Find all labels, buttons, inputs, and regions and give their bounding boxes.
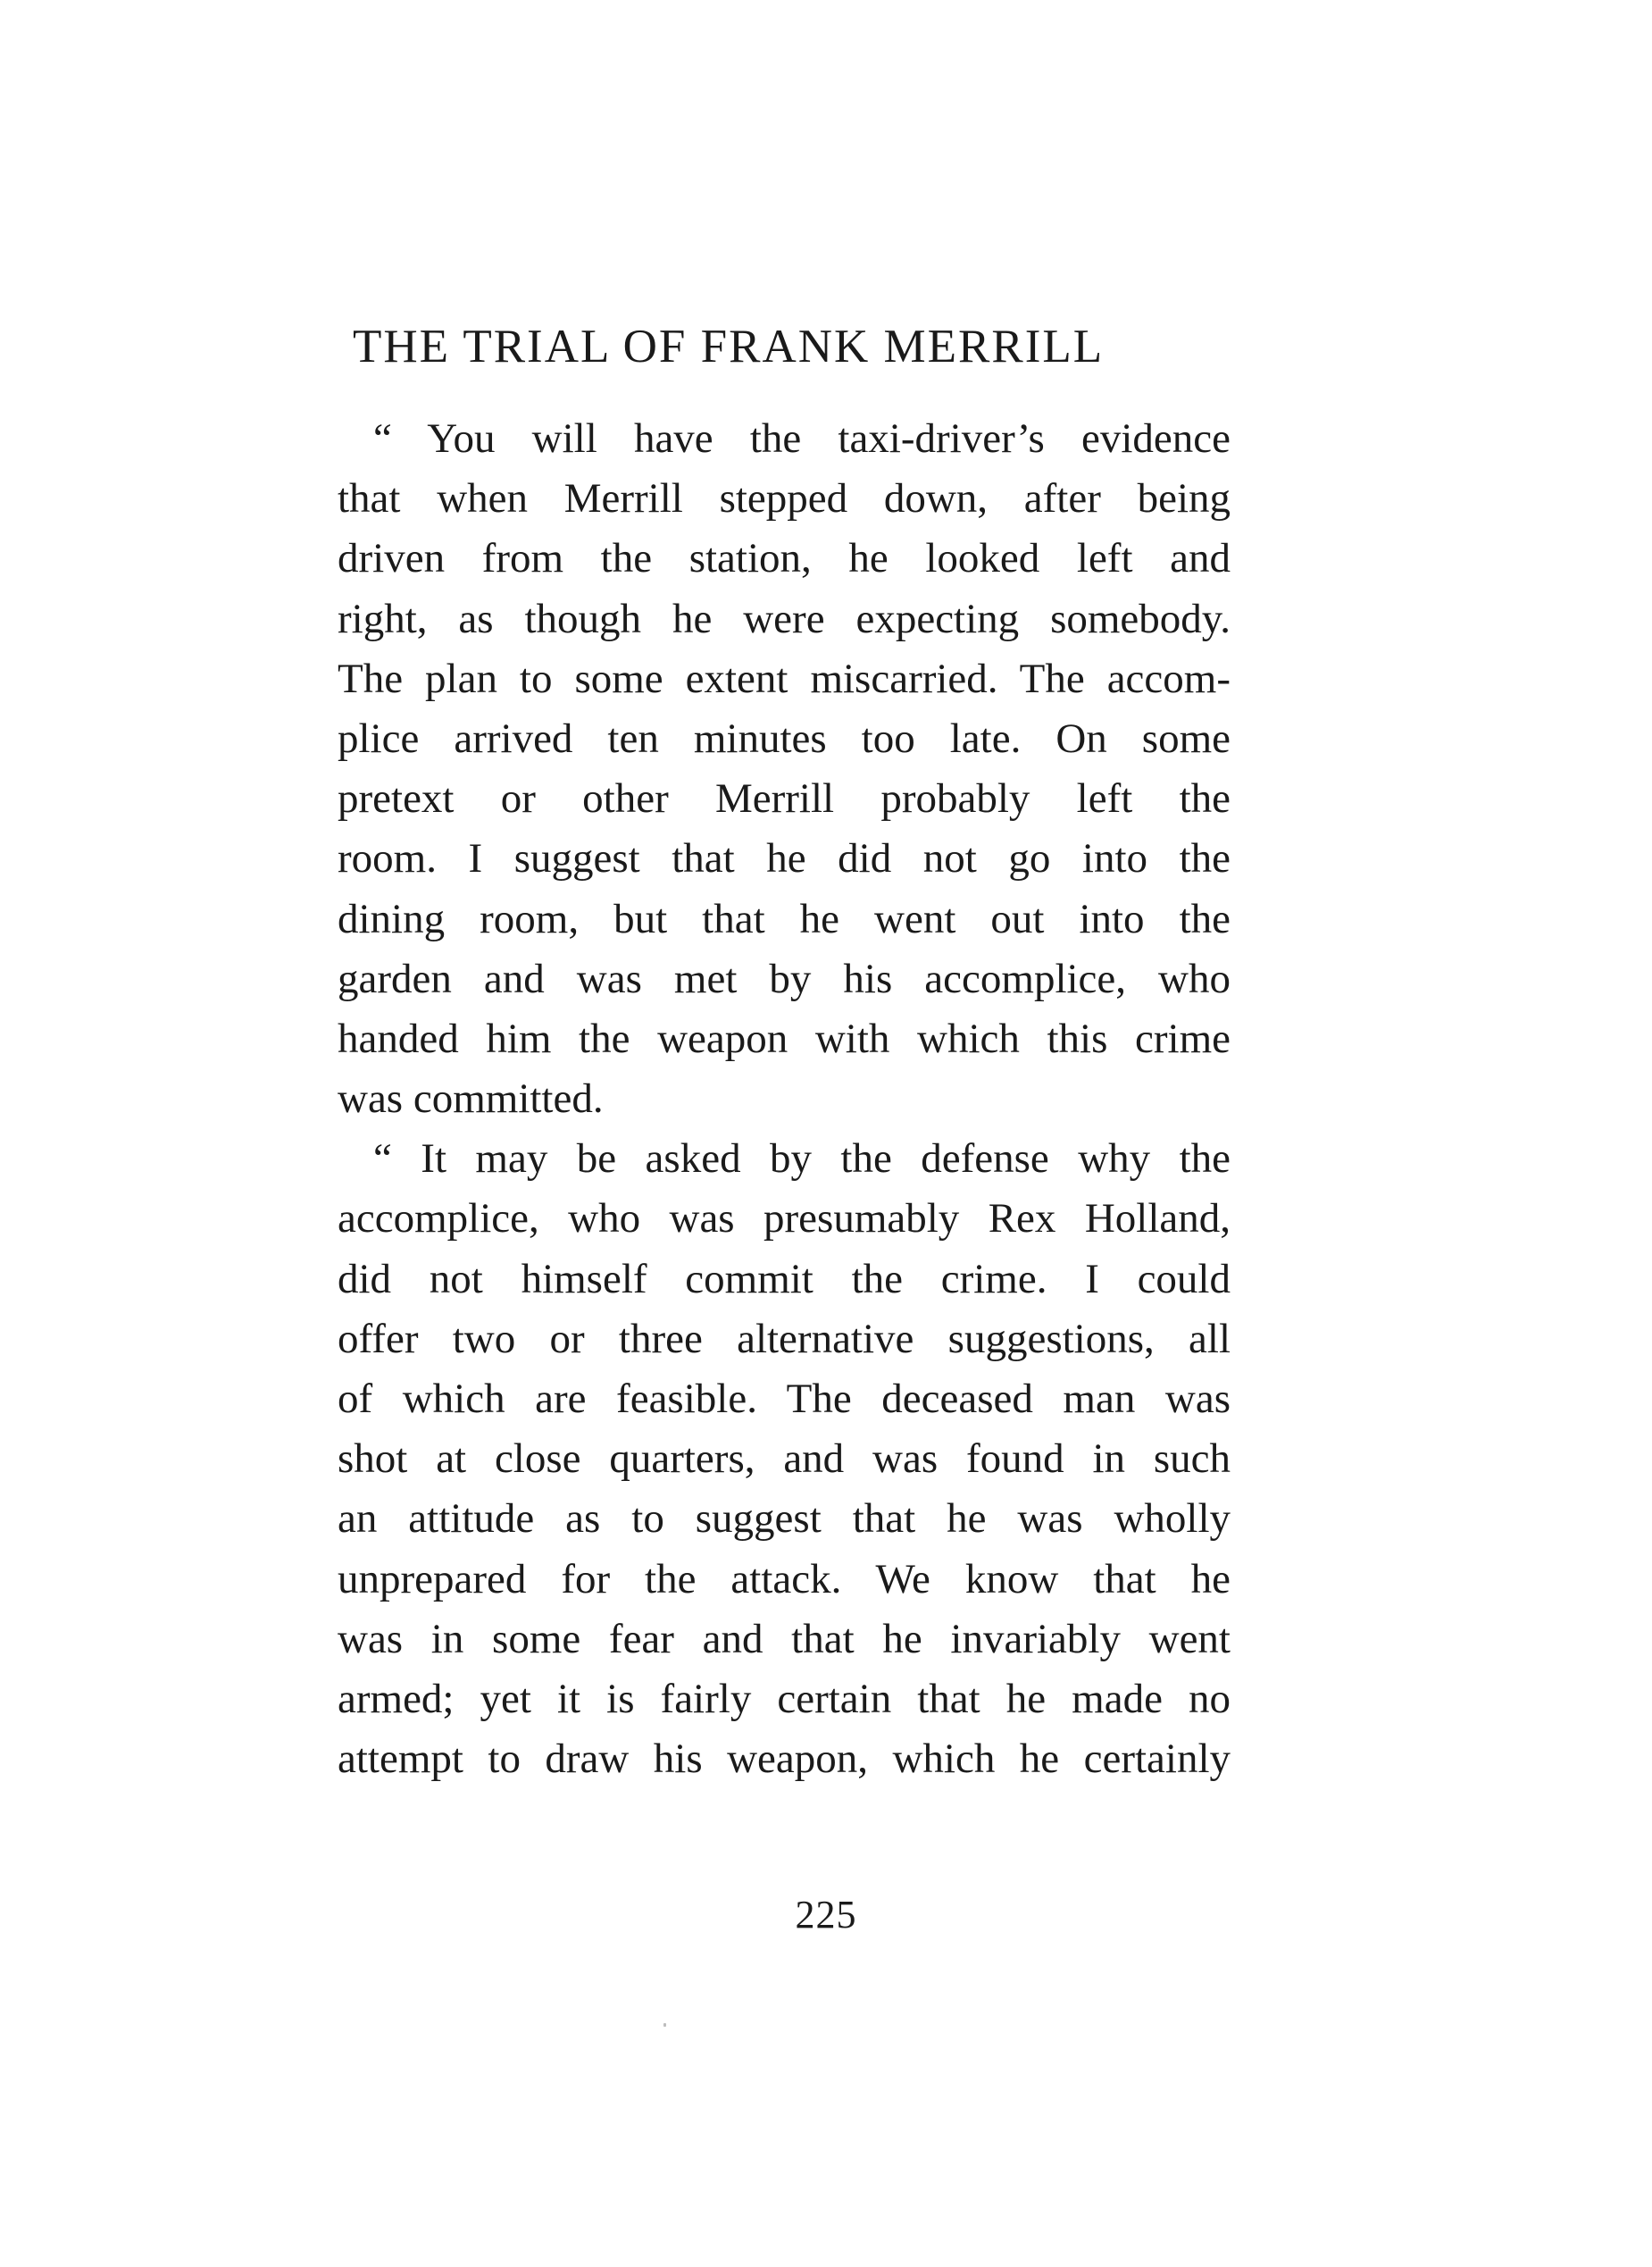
text-line: that when Merrill stepped down, after being	[338, 475, 1231, 523]
text-line: “ It may be asked by the defense why the	[373, 1135, 1231, 1183]
text-line: an attitude as to suggest that he was wholly	[338, 1495, 1231, 1543]
text-line: garden and was met by his accomplice, who	[338, 955, 1231, 1002]
text-line: did not himself commit the crime. I could	[338, 1255, 1231, 1302]
text-line: was in some fear and that he invariably went	[338, 1615, 1231, 1662]
text-line: room. I suggest that he did not go into the	[338, 835, 1231, 883]
text-line: armed; yet it is fairly certain that he made no	[338, 1675, 1231, 1722]
text-line: handed him the weapon with which this crime	[338, 1015, 1231, 1062]
text-line: was committed.	[338, 1075, 604, 1123]
text-line: offer two or three alternative suggestions, all	[338, 1315, 1231, 1362]
text-line: “ You will have the taxi-driver’s evidence	[373, 415, 1231, 462]
text-line: shot at close quarters, and was found in such	[338, 1435, 1231, 1483]
text-line: right, as though he were expecting somebody.	[338, 595, 1231, 642]
body-text	[338, 409, 1231, 1789]
text-line: dining room, but that he went out into the	[338, 895, 1231, 942]
text-line: The plan to some extent miscarried. The accom-	[338, 655, 1231, 702]
running-head: THE TRIAL OF FRANK MERRILL	[353, 321, 1105, 372]
page-number: 225	[795, 1893, 857, 1937]
text-line: unprepared for the attack. We know that he	[338, 1555, 1231, 1602]
paper-speck	[663, 2023, 666, 2027]
text-line: pretext or other Merrill probably left the	[338, 775, 1231, 823]
text-line: accomplice, who was presumably Rex Holland,	[338, 1195, 1231, 1242]
text-line: of which are feasible. The deceased man was	[338, 1376, 1231, 1422]
text-line: plice arrived ten minutes too late. On some	[338, 715, 1231, 762]
text-line: driven from the station, he looked left and	[338, 535, 1231, 582]
text-line: attempt to draw his weapon, which he certainly	[338, 1736, 1231, 1783]
